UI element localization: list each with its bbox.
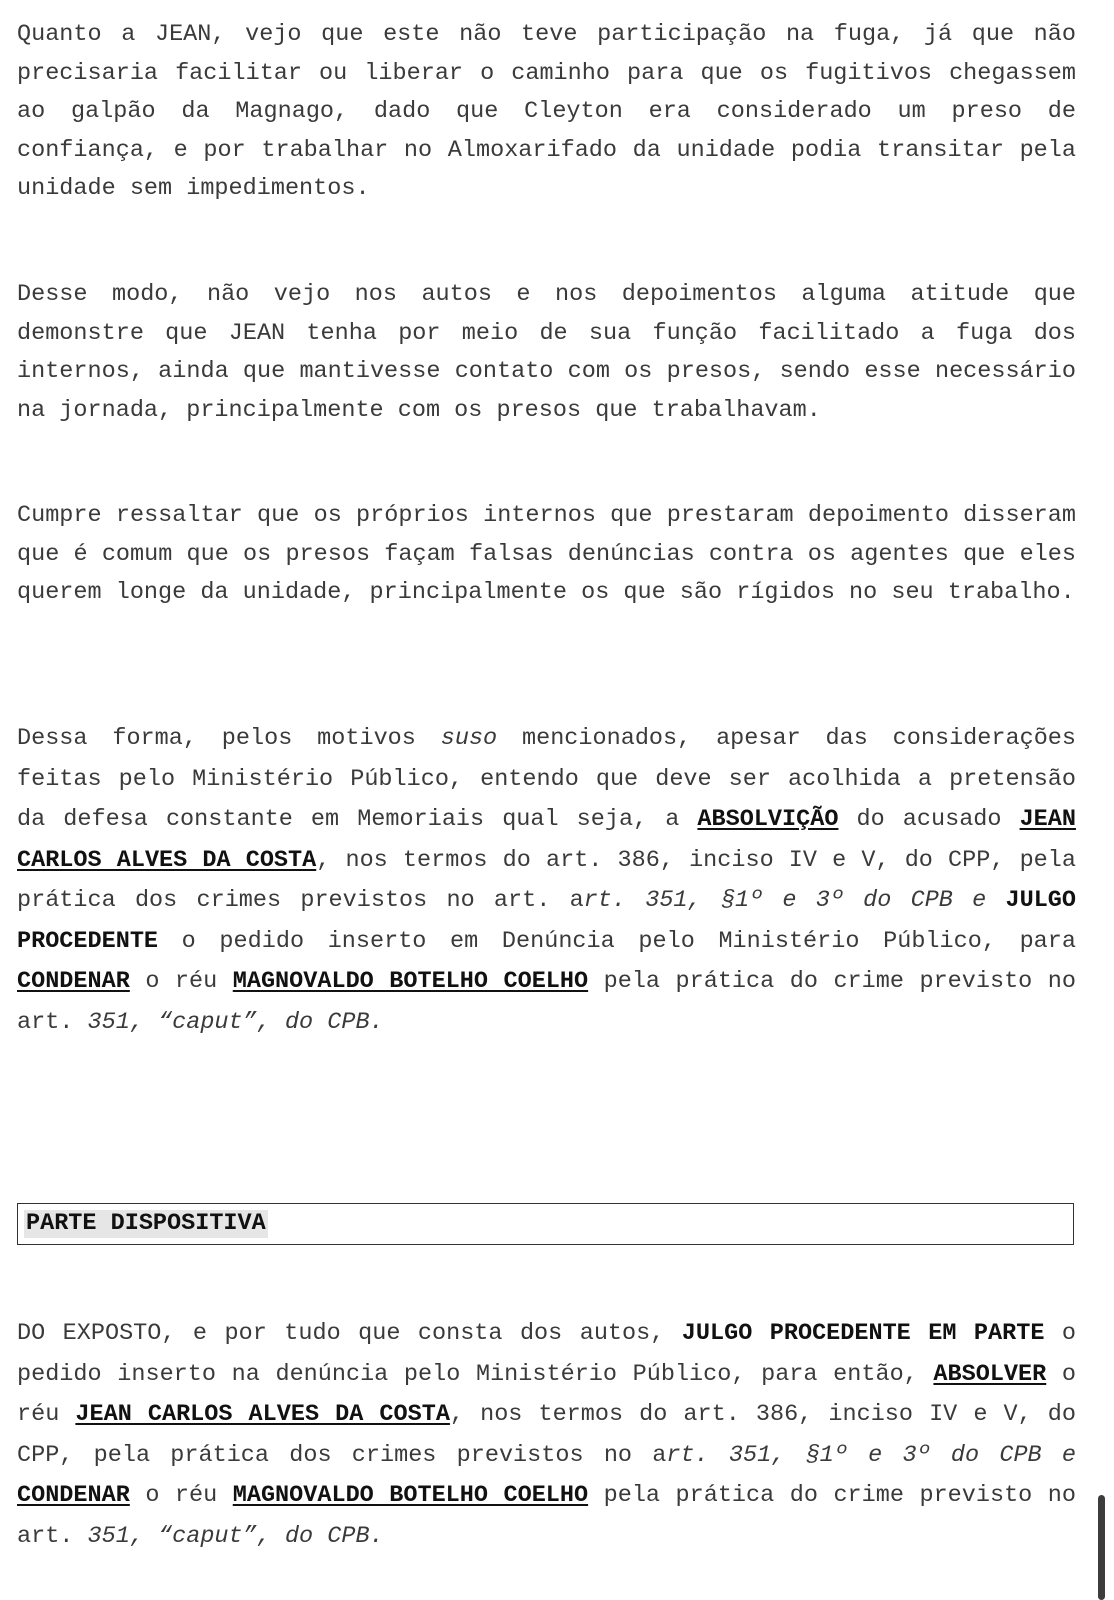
julgo-procedente-em-parte-emphasis: JULGO PROCEDENTE EM PARTE [681,1320,1045,1347]
paragraph-jean-participation: Quanto a JEAN, vejo que este não teve participação na fuga, já que não precisaria facilitar ou liberar o caminho para que os fugitivos chegassem ao galpão da Magnago, dado que Cleyton era considerado um preso de confiança, e por trabalhar no Almoxarifado da unidade podia transitar pela unidade sem impedimentos. [17,21,1076,202]
italic-article-ref: rt. 351, §1º e 3º do CPB e [666,1441,1076,1469]
text-run: o réu [129,968,233,995]
text-run: o pedido inserto na denúncia pelo Ministério Público, para então, [17,1320,1076,1388]
condenar-emphasis: CONDENAR [17,1482,130,1509]
paragraph-ruling [17,1314,1076,1557]
defendant-name-magnovaldo: MAGNOVALDO BOTELHO COELHO [232,968,589,995]
text-run: o réu [17,1360,1076,1428]
text-run: Dessa forma, pelos motivos [17,725,441,752]
defendant-name-jean: JEAN CARLOS ALVES DA COSTA [17,806,1076,874]
text-run: , nos termos do art. 386, inciso IV e V, do CPP, pela prática dos crimes previstos no art. a [17,846,1076,914]
text-run: o réu [129,1482,233,1509]
vertical-scrollbar[interactable] [1098,1495,1105,1600]
julgo-procedente-emphasis: JULGO PROCEDENTE [17,887,1076,955]
italic-caput-ref: 351, “caput”, do CPB. [87,1522,384,1550]
section-heading-parte-dispositiva: PARTE DISPOSITIVA [26,1210,266,1237]
paragraph-no-evidence: Desse modo, não vejo nos autos e nos depoimentos alguma atitude que demonstre que JEAN tenha por meio de sua função facilitado a fuga dos internos, ainda que mantivesse contato com os presos, sendo esse necessário na jornada, principalmente com os presos que trabalhavam. [17,281,1076,424]
italic-article-ref: rt. 351, §1º e 3º do CPB e [583,887,1006,914]
condenar-emphasis: CONDENAR [17,968,130,995]
absolver-emphasis: ABSOLVER [933,1360,1047,1388]
text-run: o pedido inserto em Denúncia pelo Ministério Público, para [158,927,1076,955]
italic-suso: suso [440,725,498,752]
text-run: do acusado [838,806,1020,833]
defendant-name-magnovaldo: MAGNOVALDO BOTELHO COELHO [232,1482,589,1509]
text-run: pela prática do crime previsto no art. [17,968,1076,1036]
section-heading-box [17,1203,1074,1245]
text-run: pela prática do crime previsto no art. [17,1482,1076,1550]
text-run: DO EXPOSTO, e por tudo que consta dos autos, [17,1320,682,1347]
absolvicao-emphasis: ABSOLVIÇÃO [697,806,839,833]
paragraph-false-accusations: Cumpre ressaltar que os próprios internos que prestaram depoimento disseram que é comum que os presos façam falsas denúncias contra os agentes que eles querem longe da unidade, principalmente os que são rígidos no seu trabalho. [17,502,1076,606]
paragraph-conclusion [17,719,1076,1043]
italic-caput-ref: 351, “caput”, do CPB. [87,1008,384,1036]
text-run: , nos termos do art. 386, inciso IV e V, do CPP, pela prática dos crimes previstos no a [17,1401,1076,1469]
defendant-name-jean: JEAN CARLOS ALVES DA COSTA [75,1401,450,1428]
text-run: mencionados, apesar das considerações feitas pelo Ministério Público, entendo que deve ser acolhida a pretensão da defesa constante em Memoriais qual seja, a [17,725,1077,833]
